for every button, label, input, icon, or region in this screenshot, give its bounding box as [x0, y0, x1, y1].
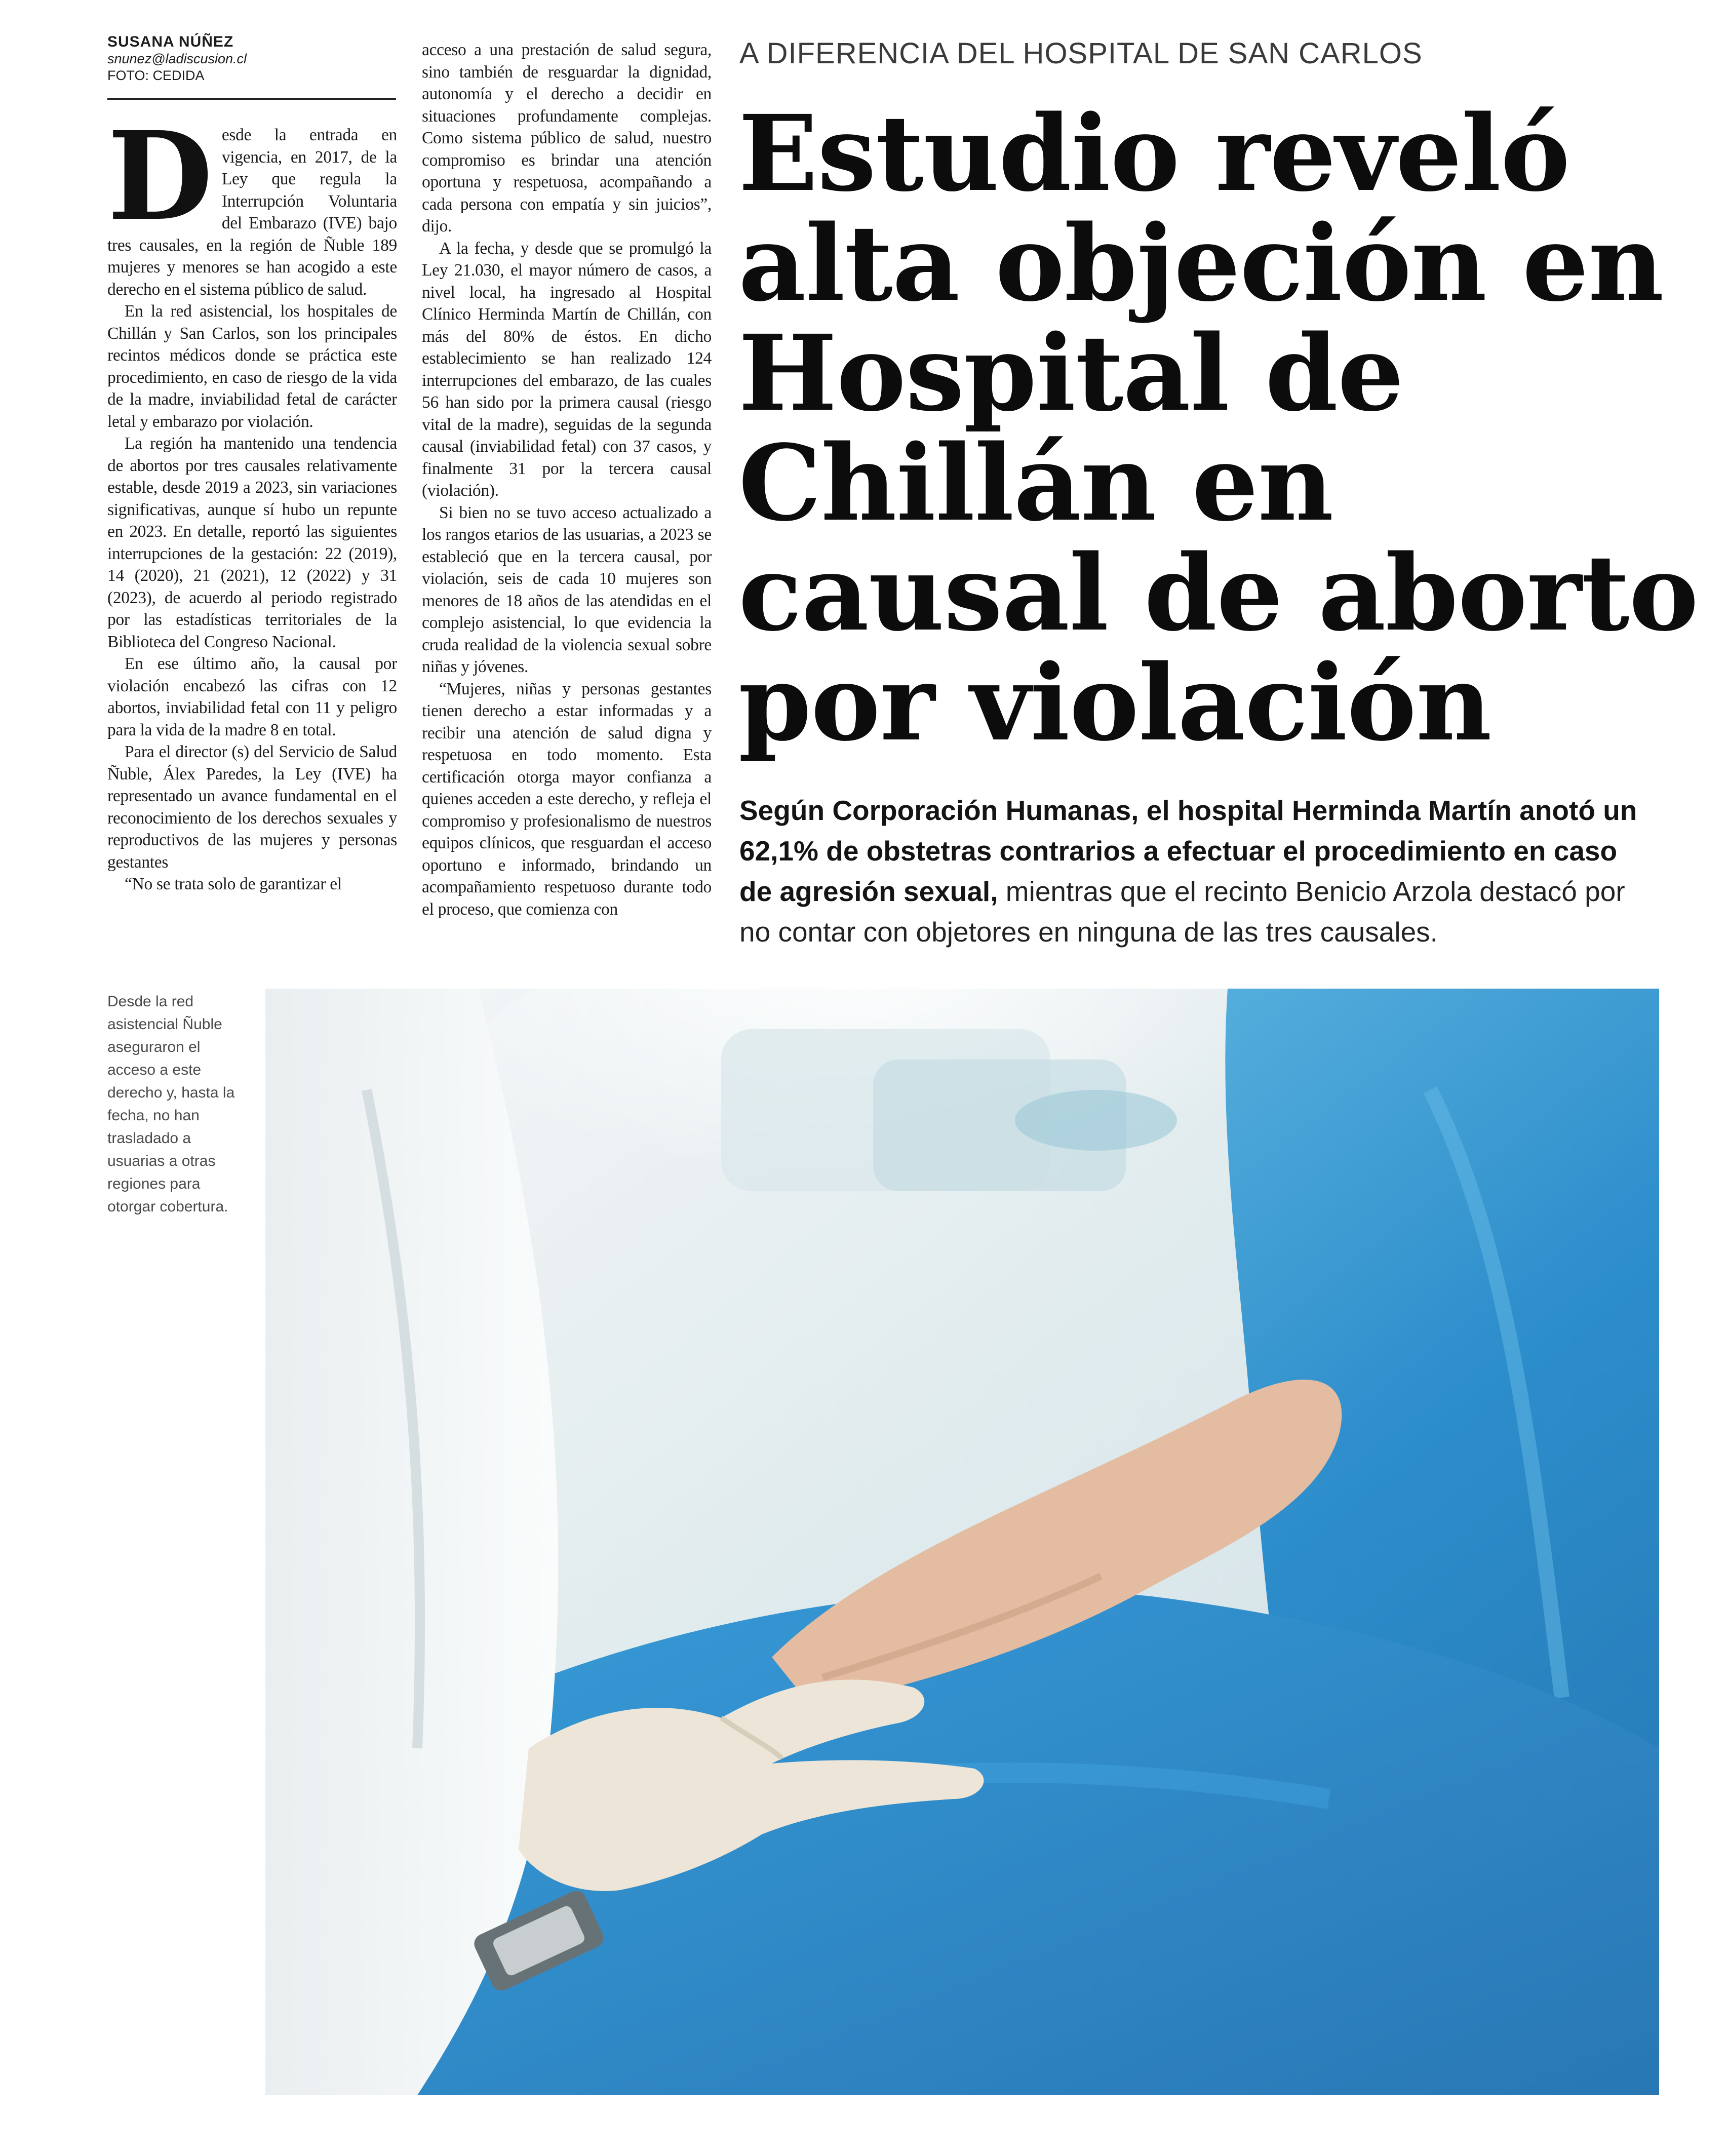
article-photo [265, 989, 1659, 2095]
article-column-2 [422, 39, 712, 920]
author-name: SUSANA NÚÑEZ [107, 33, 234, 50]
paragraph: acceso a una prestación de salud segura, sino también de resguardar la dignidad, autonomía y el derecho a decidir en situaciones profundamente complejas. Como sistema público de salud, nuestro compromiso es brindar una atención oportuna y respetuosa, acompañando a cada persona con empatía y sin juicios”, dijo. [422, 41, 712, 236]
paragraph: En la red asistencial, los hospitales de Chillán y San Carlos, son los principales recintos médicos donde se práctica este procedimiento, en caso de riesgo de la vida de la madre, inviabilidad fetal de carácter letal y embarazo por violación. [107, 302, 397, 431]
author-email[interactable]: snunez@ladiscusion.cl [107, 51, 247, 66]
photo-caption: Desde la red asistencial Ñuble aseguraron el acceso a este derecho y, hasta la fecha, no han trasladado a usuarias a otras regiones para otorgar cobertura. [107, 993, 235, 1215]
paragraph: “No se trata solo de garantizar el [125, 875, 342, 893]
photo-illustration [265, 989, 1659, 2095]
paragraph: Desde la entrada en vigencia, en 2017, de la Ley que regula la Interrupción Voluntaria del Embarazo (IVE) bajo tres causales, en la región de Ñuble 189 mujeres y menores se han acogido a este derecho en el sistema público de salud. [107, 105, 397, 299]
paragraph: Si bien no se tuvo acceso actualizado a los rangos etarios de las usuarias, a 2023 se estableció que en la tercera causal, por violación, seis de cada 10 mujeres son menores de 18 años de las atendidas en el complejo asistencial, lo que evidencia la cruda realidad de la violencia sexual sobre niñas y jóvenes. [422, 503, 712, 676]
paragraph: En ese último año, la causal por violación encabezó las cifras con 12 abortos, inviabilidad fetal con 11 y peligro para la vida de la madre 8 en total. [107, 654, 397, 739]
paragraph: La región ha mantenido una tendencia de abortos por tres causales relativamente estable, desde 2019 a 2023, sin variaciones significativas, aunque sí hubo un repunte en 2023. En detalle, reportó las siguientes interrupciones de la gestación: 22 (2019), 14 (2020), 21 (2021), 12 (2022) y 31 (2023), de acuerdo al periodo registrado por las estadísticas territoriales de la Biblioteca del Congreso Nacional. [107, 434, 397, 651]
byline [107, 33, 396, 84]
paragraph: A la fecha, y desde que se promulgó la Ley 21.030, el mayor número de casos, a nivel local, ha ingresado al Hospital Clínico Herminda Martín de Chillán, con más del 80% de éstos. En dicho establecimiento se han realizado 124 interrupciones del embarazo, de las cuales 56 han sido por la primera causal (riesgo vital de la madre), seguidas de la segunda causal (inviabilidad fetal) con 37 casos, y finalmente 31 por la tercera causal (violación). [422, 239, 712, 500]
drop-cap: D [107, 105, 213, 248]
byline-divider [107, 98, 396, 100]
kicker: A DIFERENCIA DEL HOSPITAL DE SAN CARLOS [739, 37, 1423, 70]
deck-regular: mientras que el recinto Benicio Arzola destacó por no contar con objetores en ninguna de las tres causales. [739, 876, 1625, 948]
deck-bold: Según Corporación Humanas, el hospital Herminda Martín anotó un 62,1% de obstetras contrarios a efectuar el procedimiento en caso de agresión sexual, [739, 795, 1637, 907]
photo-credit: FOTO: CEDIDA [107, 68, 205, 83]
article-column-1 [107, 105, 397, 895]
deck [739, 790, 1656, 952]
headline: Estudio reveló alta objeción en Hospital de Chillán en causal de aborto por violación [738, 92, 1698, 764]
paragraph: Para el director (s) del Servicio de Salud Ñuble, Álex Paredes, la Ley (IVE) ha representado un avance fundamental en el reconocimiento de los derechos sexuales y reproductivos de las mujeres y personas gestantes [107, 742, 397, 872]
paragraph: “Mujeres, niñas y personas gestantes tienen derecho a estar informadas y a recibir una atención de salud digna y respetuosa en todo momento. Esta certificación otorga mayor confianza a quienes acceden a este derecho, y refleja el compromiso y profesionalismo de nuestros equipos clínicos, que resguardan el acceso oportuno e informado, brindando un acompañamiento respetuoso durante todo el proceso, que comienza con [422, 679, 712, 919]
